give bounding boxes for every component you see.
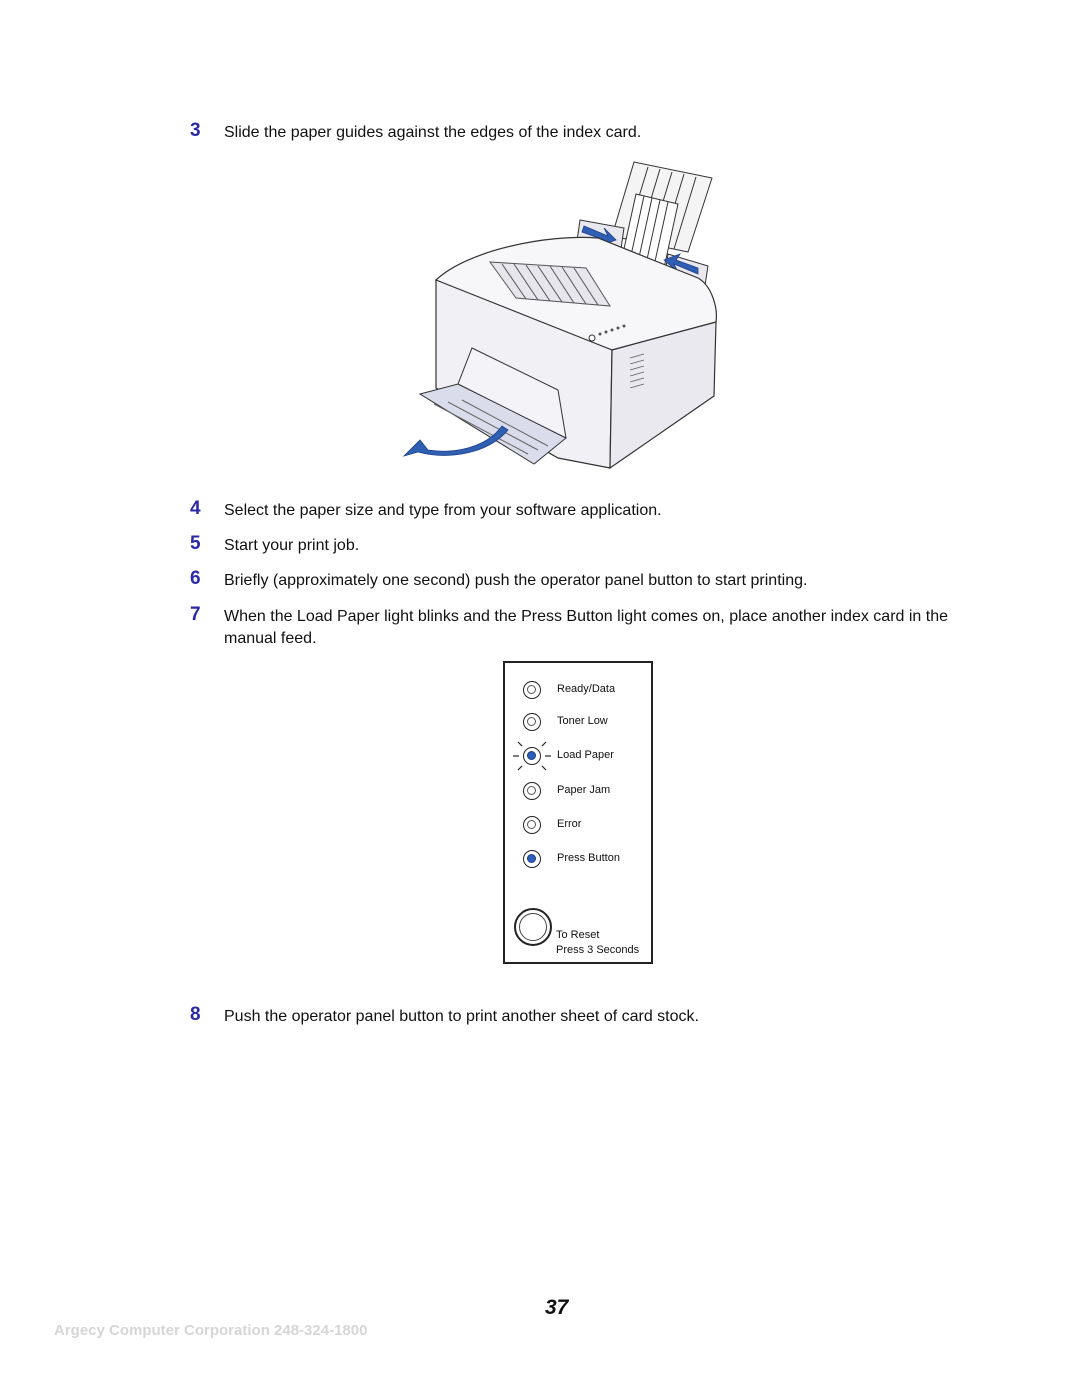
light-press-button bbox=[523, 850, 651, 872]
step-text: Start your print job. bbox=[224, 537, 360, 554]
step-text: Briefly (approximately one second) push the operator panel button to start printing. bbox=[224, 572, 808, 589]
reset-line-1: To Reset bbox=[556, 929, 600, 941]
light-toner-low bbox=[523, 713, 651, 735]
light-load-paper bbox=[523, 747, 651, 769]
reset-instructions bbox=[556, 928, 639, 958]
step-text: Push the operator panel button to print another sheet of card stock. bbox=[224, 1008, 699, 1025]
reset-line-2: Press 3 Seconds bbox=[556, 944, 640, 956]
step-number: 8 bbox=[190, 1004, 201, 1025]
led-icon bbox=[523, 747, 541, 765]
light-error bbox=[523, 816, 651, 838]
light-ready-data bbox=[523, 681, 651, 703]
light-label: Ready/Data bbox=[557, 683, 616, 695]
step-text: When the Load Paper light blinks and the Press Button light comes on, place another index card in the manual feed. bbox=[224, 608, 948, 647]
led-icon bbox=[523, 681, 541, 699]
operator-panel-diagram bbox=[503, 661, 653, 964]
reset-button-icon bbox=[514, 908, 552, 946]
step-number: 4 bbox=[190, 498, 201, 519]
page-number: 37 bbox=[545, 1296, 569, 1319]
footer-watermark: Argecy Computer Corporation 248-324-1800 bbox=[54, 1322, 368, 1339]
led-icon bbox=[523, 782, 541, 800]
led-icon bbox=[523, 816, 541, 834]
step-number: 6 bbox=[190, 568, 201, 589]
step-number: 5 bbox=[190, 533, 201, 554]
light-paper-jam bbox=[523, 782, 651, 804]
step-number: 3 bbox=[190, 120, 201, 141]
light-label: Paper Jam bbox=[557, 784, 611, 796]
light-label: Press Button bbox=[557, 852, 620, 864]
led-icon bbox=[523, 850, 541, 868]
light-label: Error bbox=[557, 818, 582, 830]
step-text: Slide the paper guides against the edges of the index card. bbox=[224, 124, 642, 141]
light-label: Load Paper bbox=[557, 749, 614, 761]
light-label: Toner Low bbox=[557, 715, 608, 727]
step-text: Select the paper size and type from your software application. bbox=[224, 502, 662, 519]
led-icon bbox=[523, 713, 541, 731]
step-number: 7 bbox=[190, 604, 201, 625]
printer-illustration bbox=[398, 158, 722, 470]
